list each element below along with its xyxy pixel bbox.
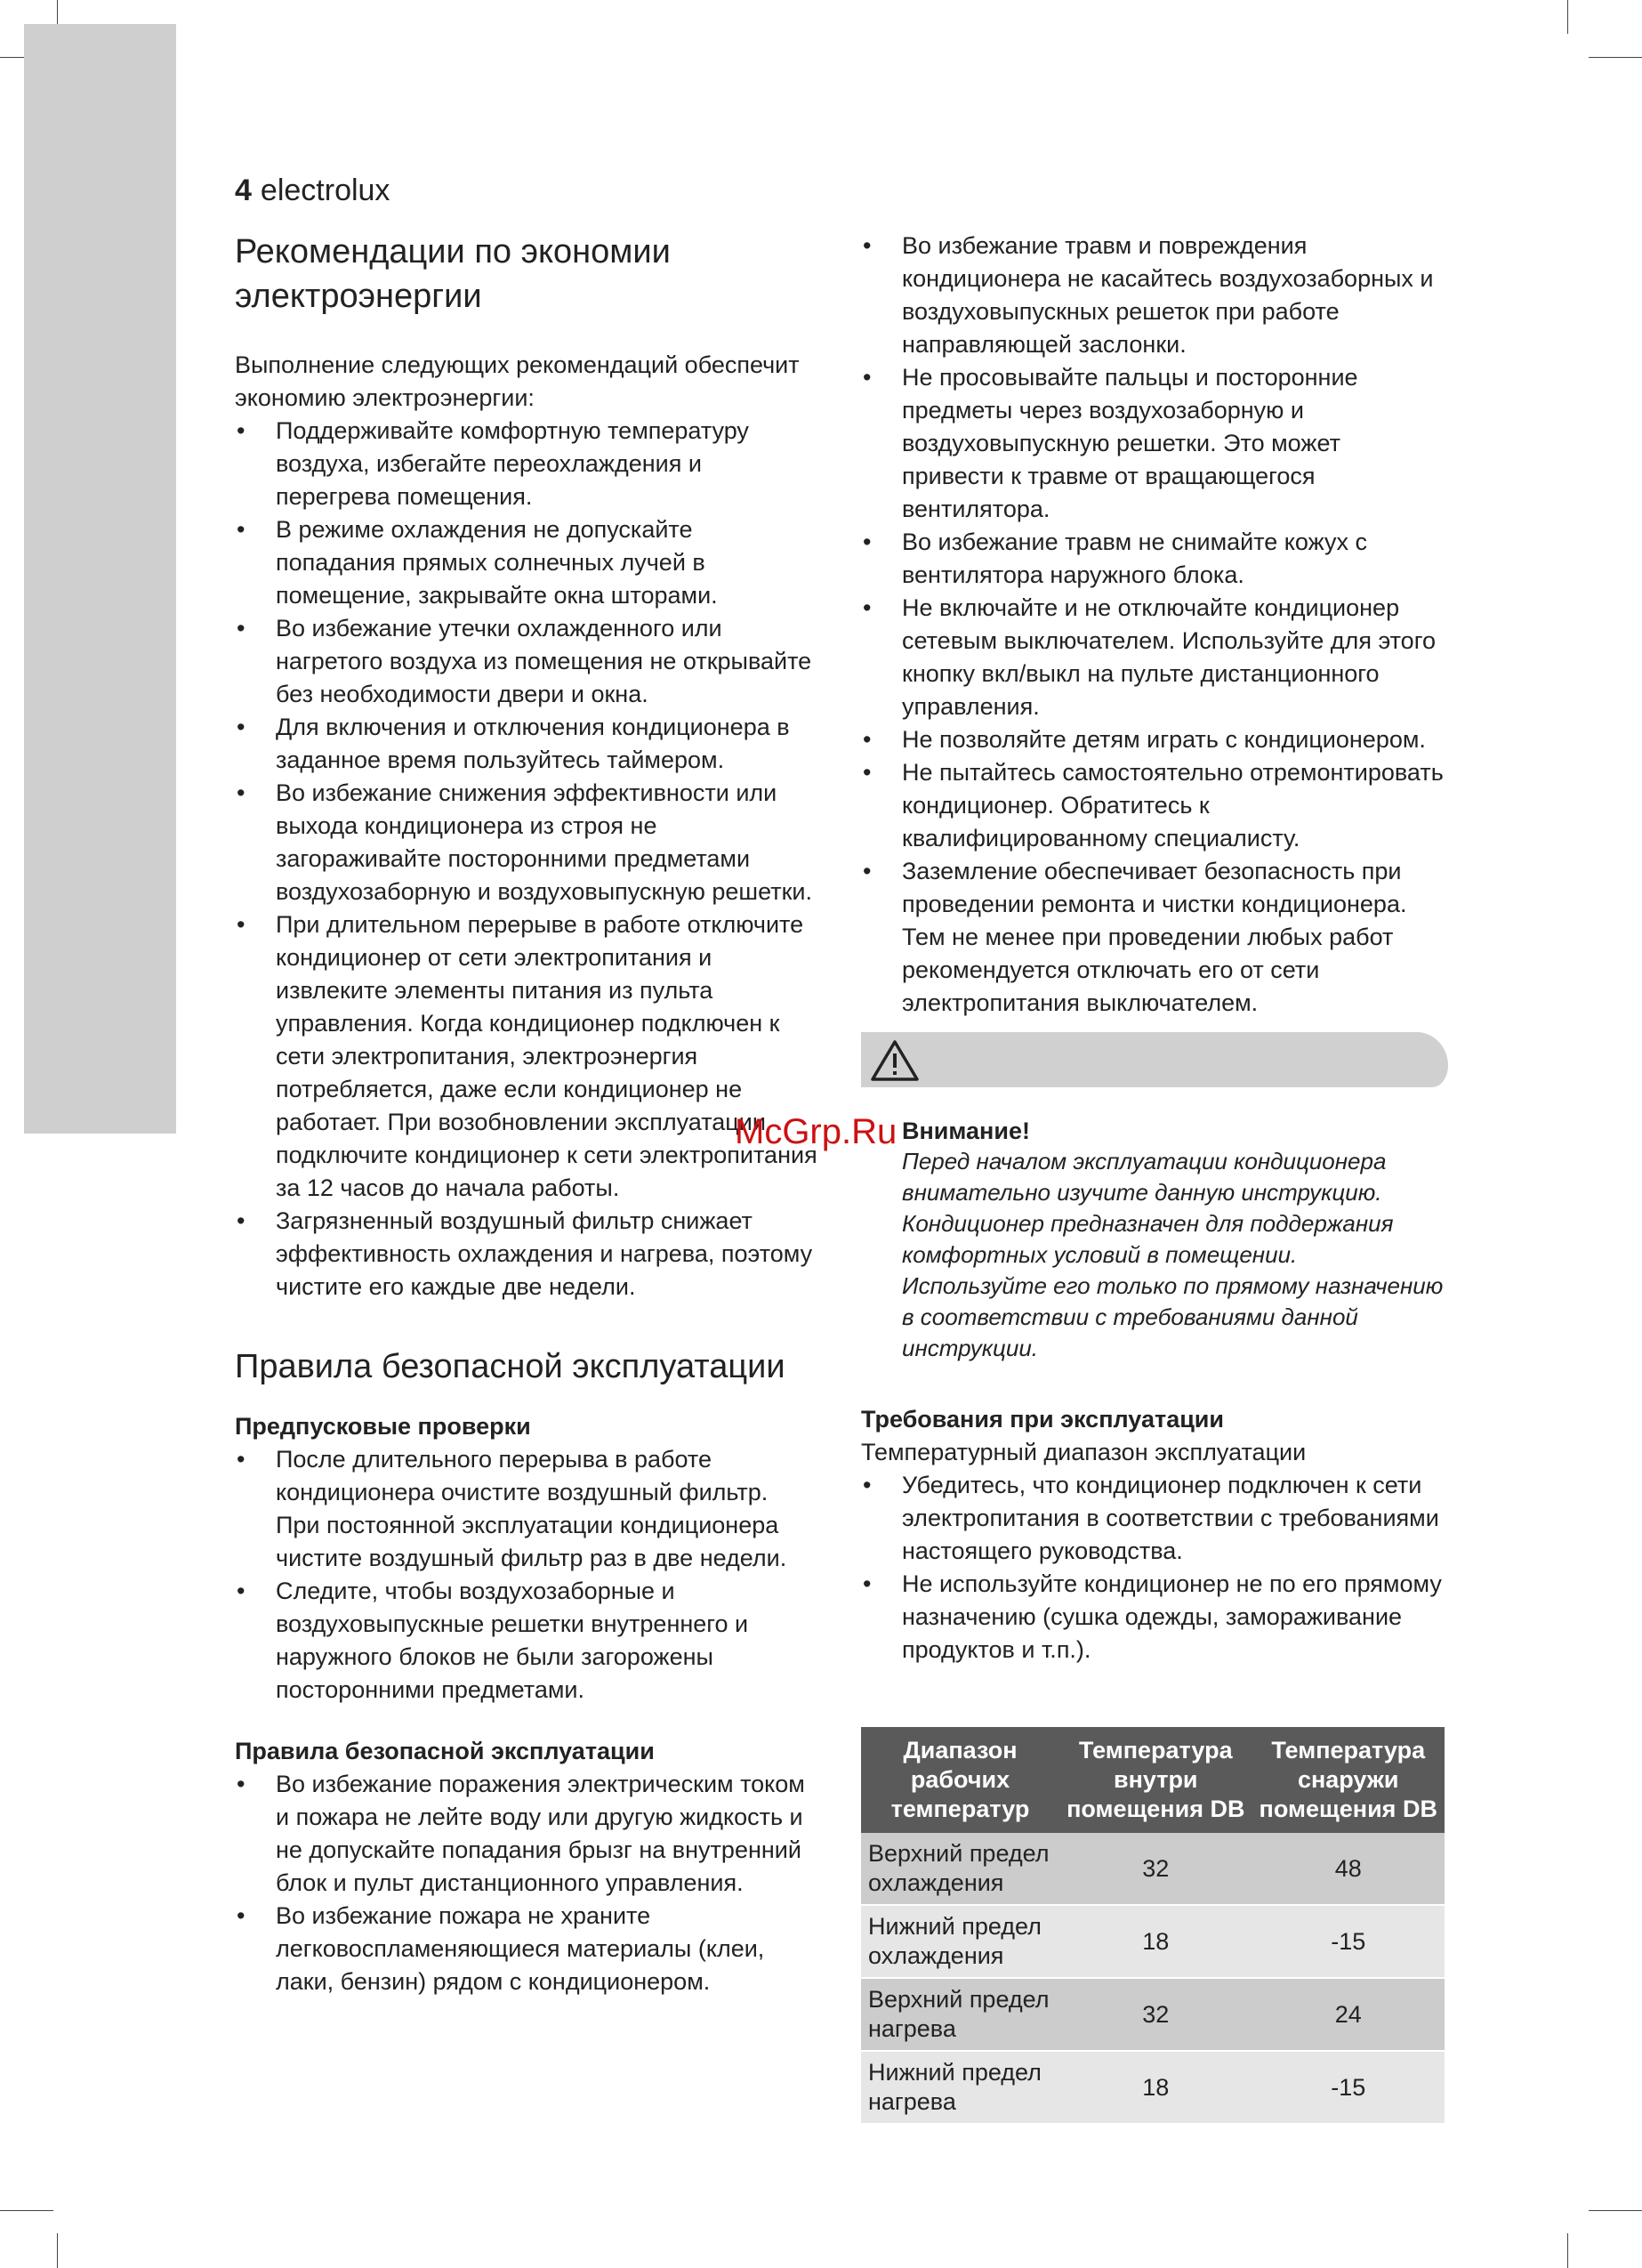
table-cell-inside: 18 <box>1059 2051 1252 2124</box>
list-item: • Во избежание поражения электрическим током и пожара не лейте воду или другую жидкость и не допускайте попадания брызг на внутренний блок и пульт дистанционного управления. <box>235 1768 818 1900</box>
list-item: • Не включайте и не отключайте кондиционер сетевым выключателем. Используйте для этого кнопку вкл/выкл на пульте дистанционного управления. <box>861 592 1448 723</box>
list-item: • Во избежание пожара не храните легковоспламеняющиеся материалы (клеи, лаки, бензин) рядом с кондиционером. <box>235 1900 818 1998</box>
table-cell-label: Верхний предел нагрева <box>861 1978 1059 2051</box>
watermark: McGrp.Ru <box>735 1112 897 1151</box>
list-item: • Не используйте кондиционер не по его прямому назначению (сушка одежды, замораживание продуктов и т.п.). <box>861 1568 1448 1667</box>
table-cell-outside: -15 <box>1252 2051 1445 2124</box>
rules-title: Правила безопасной эксплуатации <box>235 1738 655 1764</box>
table-row <box>861 2051 1445 2124</box>
table-cell-label: Верхний предел охлаждения <box>861 1833 1059 1905</box>
page-number: 4 <box>235 174 252 207</box>
right-column <box>861 230 1448 2125</box>
list-item: • Во избежание утечки охлажденного или нагретого воздуха из помещения не открывайте без необходимости двери и окна. <box>235 612 818 711</box>
prestart-title: Предпусковые проверки <box>235 1413 531 1440</box>
prestart-list <box>235 1443 818 1707</box>
list-item: • При длительном перерыве в работе отключите кондиционер от сети электропитания и извлеките элементы питания из пульта управления. Когда кондиционер подключен к сети электропитания, электроэнергия потребляется, даже если кондиционер не работает. При возобновлении эксплуатации подключите кондиционер к сети электропитания за 12 часов до начала работы. <box>235 908 818 1205</box>
list-item: • Во избежание снижения эффективности или выхода кондиционера из строя не загораживайте посторонними предметами воздухозаборную и воздуховыпускную решетки. <box>235 777 818 908</box>
page-header <box>235 174 390 208</box>
list-item: • Не пытайтесь самостоятельно отремонтировать кондиционер. Обратитесь к квалифицированному специалисту. <box>861 756 1448 855</box>
list-item: • Не просовывайте пальцы и посторонние предметы через воздухозаборную и воздуховыпускную решетки. Это может привести к травме от вращающегося вентилятора. <box>861 361 1448 526</box>
crop-mark <box>1567 2233 1568 2268</box>
brand-name: electrolux <box>260 174 390 207</box>
table-cell-outside: 48 <box>1252 1833 1445 1905</box>
crop-mark <box>1589 57 1642 58</box>
table-row <box>861 1833 1445 1905</box>
energy-list <box>235 415 818 1303</box>
list-item: • После длительного перерыва в работе кондиционера очистите воздушный фильтр. При постоянной эксплуатации кондиционера чистите воздушный фильтр раз в две недели. <box>235 1443 818 1575</box>
list-item: • Не позволяйте детям играть с кондиционером. <box>861 723 1448 756</box>
energy-section-title: Рекомендации по экономии электроэнергии <box>235 233 671 315</box>
crop-mark <box>1589 2210 1642 2211</box>
table-header-cell: Температура снаружи помещения DB <box>1252 1727 1445 1833</box>
table-cell-label: Нижний предел нагрева <box>861 2051 1059 2124</box>
list-item: • Поддерживайте комфортную температуру воздуха, избегайте переохлаждения и перегрева помещения. <box>235 415 818 513</box>
table-row <box>861 1978 1445 2051</box>
list-item: • В режиме охлаждения не допускайте попадания прямых солнечных лучей в помещение, закрывайте окна шторами. <box>235 513 818 612</box>
warning-banner <box>861 1032 1448 1087</box>
list-item: • Во избежание травм не снимайте кожух с вентилятора наружного блока. <box>861 526 1448 592</box>
requirements-title: Требования при эксплуатации <box>861 1406 1225 1433</box>
list-item: • Убедитесь, что кондиционер подключен к сети электропитания в соответствии с требованиями настоящего руководства. <box>861 1469 1448 1568</box>
table-row <box>861 1905 1445 1978</box>
list-item: • Заземление обеспечивает безопасность при проведении ремонта и чистки кондиционера. Тем не менее при проведении любых работ рекомендуется отключать его от сети электропитания выключателем. <box>861 855 1448 1020</box>
list-item: • Загрязненный воздушный фильтр снижает эффективность охлаждения и нагрева, поэтому чистите его каждые две недели. <box>235 1205 818 1303</box>
table-header-cell: Температура внутри помещения DB <box>1059 1727 1252 1833</box>
table-cell-inside: 32 <box>1059 1833 1252 1905</box>
safety-list <box>861 230 1448 1020</box>
energy-intro: Выполнение следующих рекомендаций обеспечит экономию электроэнергии: <box>235 351 800 411</box>
crop-mark <box>57 2233 58 2268</box>
rules-list <box>235 1768 818 1998</box>
table-cell-inside: 32 <box>1059 1978 1252 2051</box>
side-color-bar <box>24 24 176 1134</box>
requirements-subtitle: Температурный диапазон эксплуатации <box>861 1439 1307 1465</box>
warning-triangle-icon <box>870 1039 920 1082</box>
requirements-list <box>861 1469 1448 1667</box>
table-cell-outside: 24 <box>1252 1978 1445 2051</box>
warning-title: Внимание! <box>902 1118 1030 1144</box>
table-cell-outside: -15 <box>1252 1905 1445 1978</box>
list-item: • Следите, чтобы воздухозаборные и воздуховыпускные решетки внутреннего и наружного блоков не были загорожены посторонними предметами. <box>235 1575 818 1707</box>
list-item: • Во избежание травм и повреждения кондиционера не касайтесь воздухозаборных и воздуховыпускных решеток при работе направляющей заслонки. <box>861 230 1448 361</box>
warning-text: Перед началом эксплуатации кондиционера внимательно изучите данную инструкцию. Кондиционер предназначен для поддержания комфортных условий в помещении. Используйте его только по прямому назначению в соответствии с требованиями данной инструкции. <box>902 1148 1444 1361</box>
list-item: • Для включения и отключения кондиционера в заданное время пользуйтесь таймером. <box>235 711 818 777</box>
warning-box <box>861 1116 1448 1364</box>
table-cell-label: Нижний предел охлаждения <box>861 1905 1059 1978</box>
left-column <box>235 230 818 1998</box>
table-header-cell: Диапазон рабочих температур <box>861 1727 1059 1833</box>
crop-mark <box>1567 0 1568 34</box>
crop-mark <box>0 2210 53 2211</box>
table-header-row <box>861 1727 1445 1833</box>
safety-section-title: Правила безопасной эксплуатации <box>235 1348 785 1385</box>
table-cell-inside: 18 <box>1059 1905 1252 1978</box>
temperature-table <box>861 1727 1445 2125</box>
